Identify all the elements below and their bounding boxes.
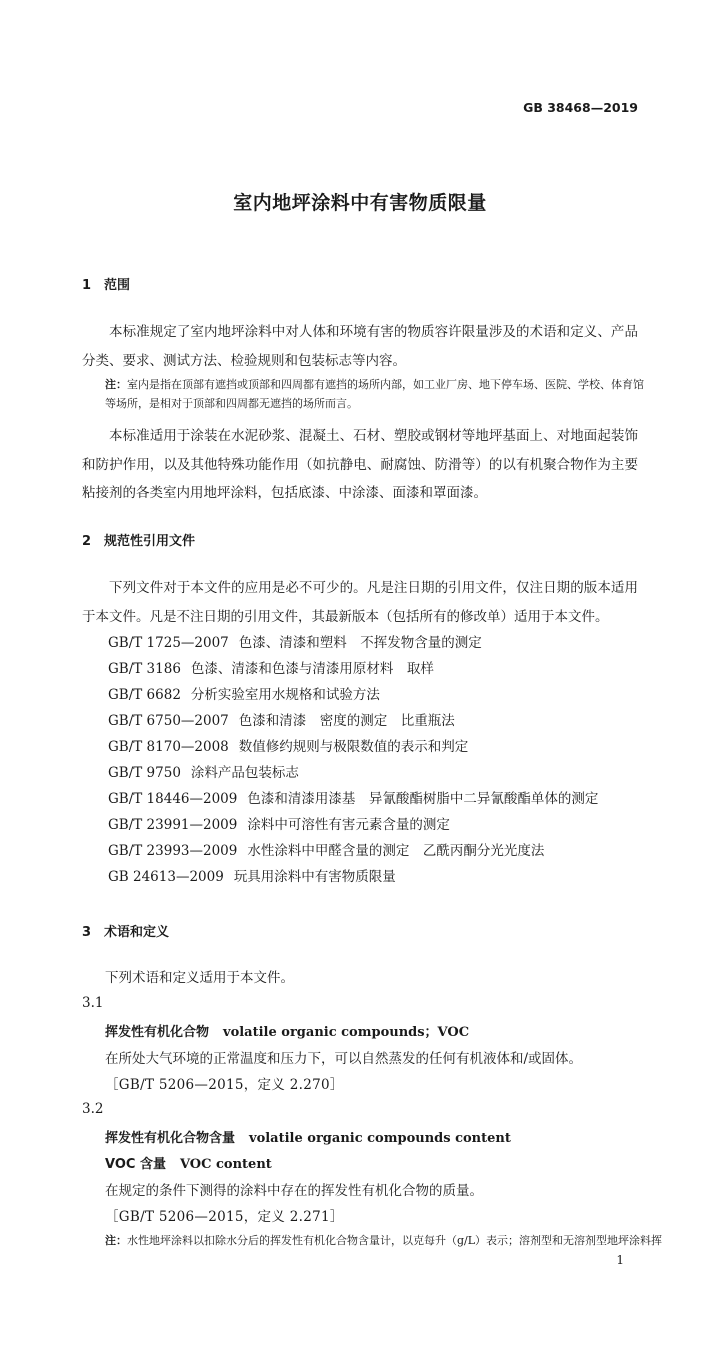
term-definition: 在规定的条件下测得的涂料中存在的挥发性有机化合物的质量。 [105, 1183, 483, 1199]
term-source: ［GB/T 5206—2015，定义 2.271］ [105, 1209, 344, 1225]
reference-item: GB/T 18446—2009 色漆和清漆用漆基 异氰酸酯树脂中二异氰酸酯单体的测定 [108, 791, 599, 807]
section-title: 范围 [104, 278, 131, 293]
scope-note [105, 375, 645, 413]
note-label: 注： [105, 378, 127, 391]
references-intro: 下列文件对于本文件的应用是必不可少的。凡是注日期的引用文件，仅注日期的版本适用于本文件。凡是不注日期的引用文件，其最新版本（包括所有的修改单）适用于本文件。 [82, 580, 638, 625]
term-definition: 在所处大气环境的正常温度和压力下，可以自然蒸发的任何有机液体和/或固体。 [105, 1051, 583, 1067]
reference-item: GB/T 9750 涂料产品包装标志 [108, 765, 299, 781]
scope-paragraph-1: 本标准规定了室内地坪涂料中对人体和环境有害的物质容许限量涉及的术语和定义、产品分类、要求、测试方法、检验规则和包装标志等内容。 [82, 324, 638, 369]
document-title: 室内地坪涂料中有害物质限量 [233, 192, 487, 214]
term-number: 3.1 [82, 995, 104, 1011]
terms-intro: 下列术语和定义适用于本文件。 [105, 970, 294, 986]
section-number: 1 [82, 278, 92, 293]
section-1-heading [82, 274, 130, 293]
section-number: 3 [82, 925, 92, 940]
term-name: 挥发性有机化合物含量 volatile organic compounds content [105, 1131, 511, 1146]
note-text: 室内是指在顶部有遮挡或顶部和四周都有遮挡的场所内部，如工业厂房、地下停车场、医院、学校、体育馆等场所，是相对于顶部和四周都无遮挡的场所而言。 [105, 378, 644, 410]
term-alt-name: VOC 含量 VOC content [105, 1157, 272, 1172]
standard-number: GB 38468—2019 [523, 100, 638, 115]
section-3-heading [82, 921, 169, 940]
reference-item: GB/T 6682 分析实验室用水规格和试验方法 [108, 687, 380, 703]
term-name: 挥发性有机化合物 volatile organic compounds；VOC [105, 1025, 470, 1040]
reference-item: GB 24613—2009 玩具用涂料中有害物质限量 [108, 869, 396, 885]
section-title: 规范性引用文件 [104, 534, 196, 549]
reference-item: GB/T 1725—2007 色漆、清漆和塑料 不挥发物含量的测定 [108, 635, 482, 651]
section-number: 2 [82, 534, 92, 549]
term-note: 注：水性地坪涂料以扣除水分后的挥发性有机化合物含量计，以克每升（g/L）表示；溶剂型和无溶剂型地坪涂料挥 [105, 1234, 663, 1247]
section-title: 术语和定义 [104, 925, 170, 940]
reference-item: GB/T 23993—2009 水性涂料中甲醛含量的测定 乙酰丙酮分光光度法 [108, 843, 545, 859]
term-number: 3.2 [82, 1101, 104, 1117]
page-number: 1 [616, 1253, 624, 1267]
scope-paragraph-2: 本标准适用于涂装在水泥砂浆、混凝土、石材、塑胶或钢材等地坪基面上、对地面起装饰和防护作用，以及其他特殊功能作用（如抗静电、耐腐蚀、防滑等）的以有机聚合物作为主要粘接剂的各类室内用地坪涂料，包括底漆、中涂漆、面漆和罩面漆。 [82, 428, 638, 501]
reference-item: GB/T 3186 色漆、清漆和色漆与清漆用原材料 取样 [108, 661, 434, 677]
reference-item: GB/T 23991—2009 涂料中可溶性有害元素含量的测定 [108, 817, 450, 833]
reference-item: GB/T 8170—2008 数值修约规则与极限数值的表示和判定 [108, 739, 469, 755]
term-source: ［GB/T 5206—2015，定义 2.270］ [105, 1077, 344, 1093]
reference-item: GB/T 6750—2007 色漆和清漆 密度的测定 比重瓶法 [108, 713, 455, 729]
section-2-heading [82, 530, 195, 549]
